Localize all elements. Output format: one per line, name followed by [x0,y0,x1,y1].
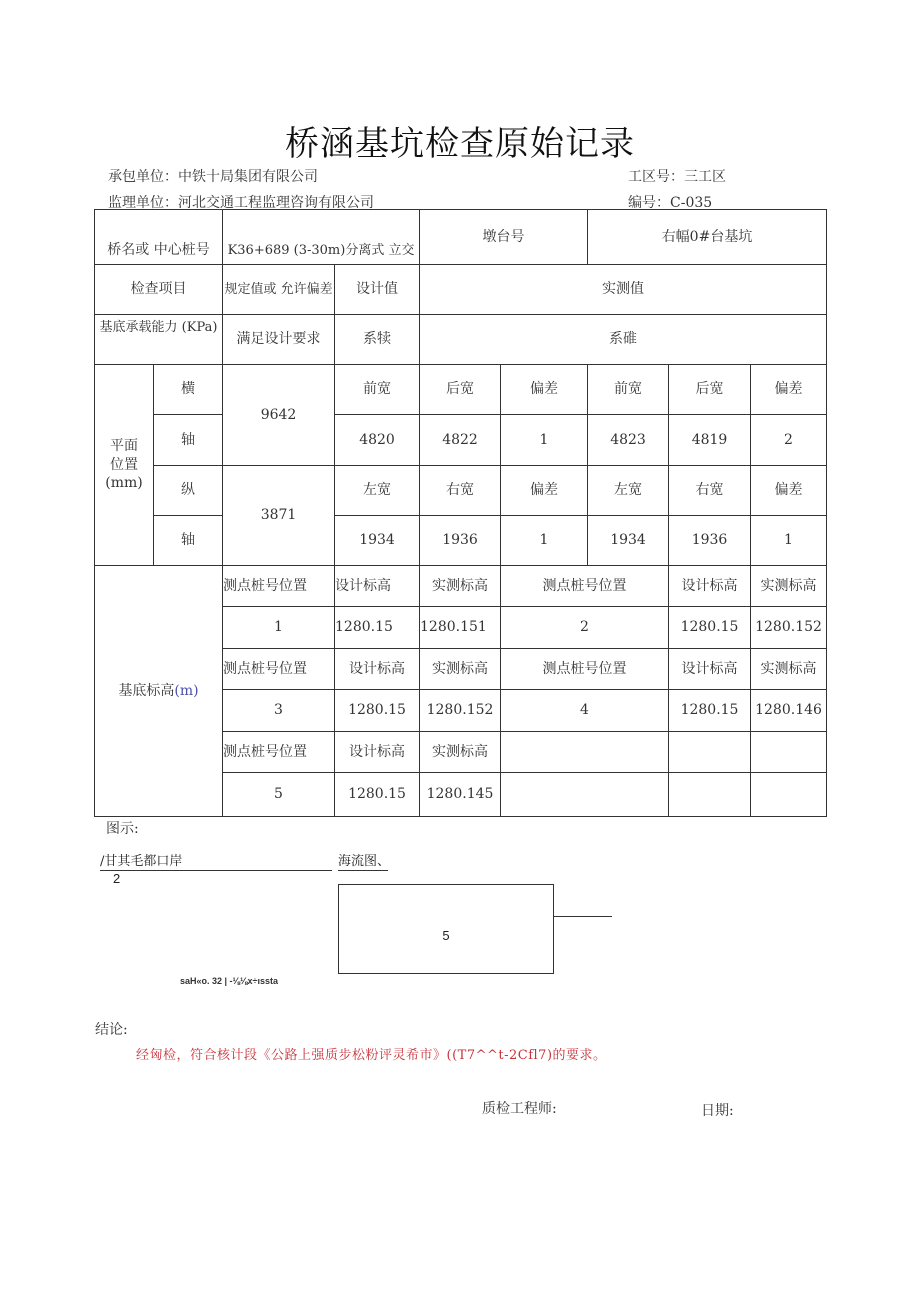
table-cell: 实测标高 [751,566,827,607]
table-cell: 设计标高 [335,649,420,690]
table-cell: 测点桩号位置 [501,649,669,690]
vertical-axis-label-top: 纵 [154,466,223,516]
conclusion-label: 结论: [95,1022,128,1038]
foundation-pit-diagram [338,884,554,974]
design-value-label: 设计值 [335,265,420,315]
figure-marker-2: 2 [113,871,121,886]
table-cell: 右宽 [669,466,751,516]
figure-label: 图示: [106,821,139,837]
horizontal-axis-label-bottom: 轴 [154,415,223,466]
allowance-label: 规定值或 允许偏差 [223,265,335,315]
table-cell: 1936 [420,516,501,566]
table-cell: 测点桩号位置 [223,732,335,773]
table-cell: 1280.15 [335,690,420,732]
table-cell: 4823 [588,415,669,466]
table-cell: 1934 [335,516,420,566]
table-cell [669,732,751,773]
table-cell: 后宽 [669,365,751,415]
table-cell [669,773,751,817]
table-cell: 实测标高 [420,649,501,690]
table-cell: 4820 [335,415,420,466]
pier-label: 墩台号 [420,210,588,265]
table-cell: 1 [223,607,335,649]
supervisor-unit: 监理单位：河北交通工程监理咨询有限公司 [108,195,374,211]
base-elevation-label: 基底标高(m) [95,566,223,817]
table-cell: 1936 [669,516,751,566]
table-cell: 偏差 [501,466,588,516]
bearing-allowance: 满足设计要求 [223,315,335,365]
table-cell: 偏差 [751,365,827,415]
table-cell: 测点桩号位置 [223,566,335,607]
page-title: 桥涵基坑检查原始记录 [285,124,635,164]
table-cell: 设计标高 [335,566,420,607]
table-cell: 1280.15 [335,773,420,817]
table-cell: 5 [223,773,335,817]
table-cell [751,732,827,773]
bearing-measured: 系碓 [420,315,827,365]
conclusion-text: 经匈检，符合核计段《公路上强质步松粉评灵希市》((T7^^t-2Cfl7)的要求。 [136,1048,607,1063]
diagram-leader-line [554,916,612,917]
table-cell: 1280.15 [669,690,751,732]
bridge-value: K36+689 (3-30m)分离式 立交 [223,210,420,265]
bearing-capacity-label: 基底承载能力 (KPa) [95,315,223,365]
table-cell [501,732,669,773]
table-cell [751,773,827,817]
plane-position-label: 平面 位置 (mm) [95,365,154,566]
table-cell: 偏差 [751,466,827,516]
table-cell: 实测标高 [751,649,827,690]
date-label: 日期: [701,1103,734,1119]
table-cell: 前宽 [588,365,669,415]
work-zone: 工区号：三工区 [628,169,726,185]
table-cell: 3 [223,690,335,732]
contractor-unit: 承包单位：中铁十局集团有限公司 [108,169,318,185]
horizontal-axis-value: 9642 [223,365,335,466]
table-cell: 左宽 [588,466,669,516]
table-cell: 1 [751,516,827,566]
table-cell: 4 [501,690,669,732]
table-cell: 实测标高 [420,566,501,607]
record-code: 编号：C-035 [628,195,713,211]
table-cell: 1 [501,415,588,466]
measured-value-label: 实测值 [420,265,827,315]
table-cell: 1280.146 [751,690,827,732]
bearing-design: 系犊 [335,315,420,365]
right-route-caption: 海流图、 [338,854,391,869]
horizontal-axis-label-top: 横 [154,365,223,415]
table-cell: 1280.15 [335,607,420,649]
table-cell: 左宽 [335,466,420,516]
table-cell: 1280.145 [420,773,501,817]
table-cell: 2 [501,607,669,649]
table-cell: 1 [501,516,588,566]
table-cell: 1280.15 [669,607,751,649]
table-cell: 4822 [420,415,501,466]
table-cell: 4819 [669,415,751,466]
table-cell: 测点桩号位置 [223,649,335,690]
table-cell: 偏差 [501,365,588,415]
table-cell: 设计标高 [669,649,751,690]
table-cell: 实测标高 [420,732,501,773]
figure-footnote: saH«o. 32 | -⅛⅛x÷ıssta [180,976,279,986]
check-item-label: 检查项目 [95,265,223,315]
table-cell: 设计标高 [669,566,751,607]
pit-number: 5 [442,928,450,943]
table-cell: 前宽 [335,365,420,415]
left-route-caption: /甘其毛都口岸 [100,854,332,871]
table-cell: 1280.152 [751,607,827,649]
table-cell: 1280.151 [420,607,501,649]
inspection-table [94,209,827,817]
vertical-axis-value: 3871 [223,466,335,566]
table-cell [501,773,669,817]
vertical-axis-label-bottom: 轴 [154,516,223,566]
bridge-label: 桥名或 中心桩号 [95,210,223,265]
table-cell: 右宽 [420,466,501,516]
table-cell: 设计标高 [335,732,420,773]
pier-value: 右幅0#台基坑 [588,210,827,265]
table-cell: 1934 [588,516,669,566]
table-cell: 后宽 [420,365,501,415]
table-cell: 1280.152 [420,690,501,732]
table-cell: 2 [751,415,827,466]
quality-inspector-label: 质检工程师: [482,1101,557,1117]
table-cell: 测点桩号位置 [501,566,669,607]
